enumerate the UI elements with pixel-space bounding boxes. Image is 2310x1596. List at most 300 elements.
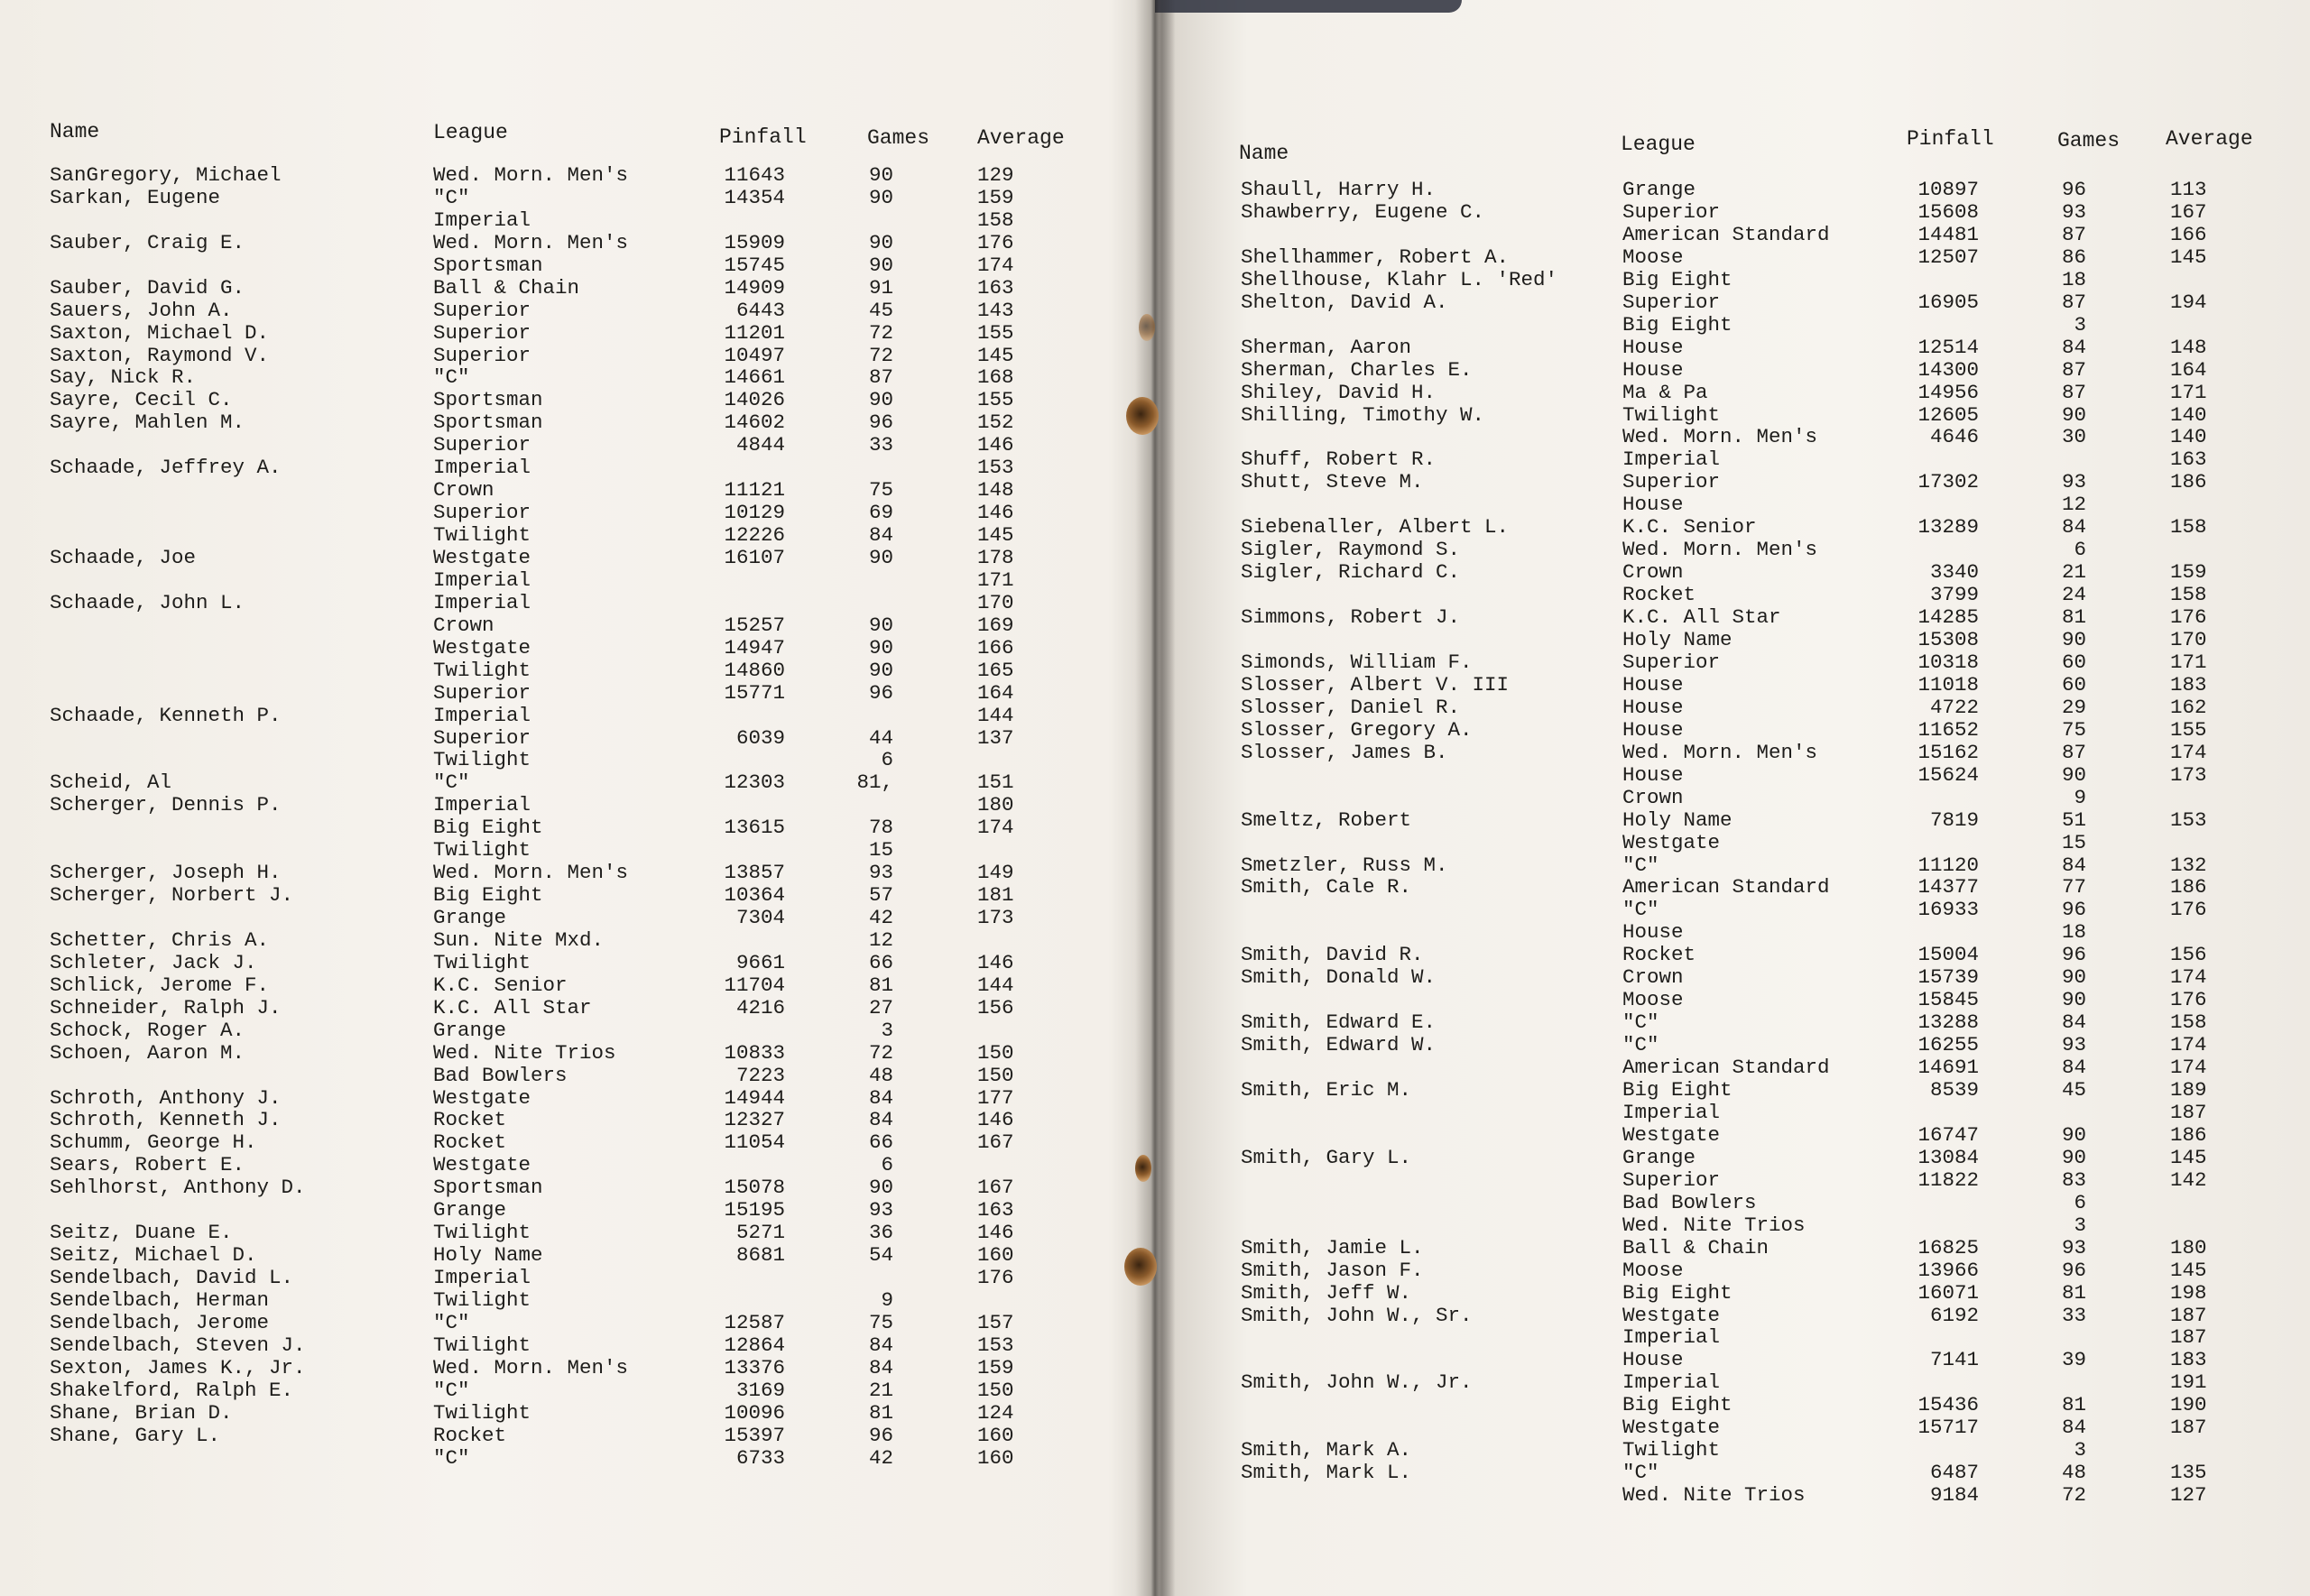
league-name: House	[1622, 335, 1684, 359]
league-name: K.C. Senior	[433, 973, 568, 997]
pinfall-value: 16905	[1917, 290, 1979, 314]
average-value: 155	[2170, 717, 2207, 742]
league-name: Twilight	[433, 950, 531, 974]
average-value: 166	[977, 635, 1014, 660]
games-value: 6	[881, 1153, 893, 1177]
games-value: 90	[868, 163, 893, 187]
bowler-name: Sherman, Aaron	[1241, 335, 1412, 359]
games-value: 90	[2061, 762, 2086, 787]
league-name: Superior	[433, 433, 531, 457]
league-name: Grange	[433, 1018, 507, 1042]
average-value: 153	[2170, 807, 2207, 832]
bowler-name: Simmons, Robert J.	[1241, 605, 1461, 630]
average-value: 158	[977, 208, 1014, 232]
pinfall-value: 13966	[1917, 1258, 1979, 1282]
league-name: Imperial	[1622, 1325, 1721, 1350]
league-name: American Standard	[1622, 222, 1830, 246]
bowler-name: Sayre, Cecil C.	[50, 388, 233, 412]
games-value: 84	[2061, 1056, 2086, 1080]
games-value: 90	[2061, 402, 2086, 427]
league-name: Moose	[1622, 244, 1684, 269]
league-name: K.C. Senior	[1622, 515, 1757, 540]
average-value: 181	[977, 883, 1014, 908]
games-value: 15	[868, 838, 893, 863]
league-name: Sportsman	[433, 388, 543, 412]
average-value: 150	[977, 1378, 1014, 1402]
games-value: 15	[2061, 830, 2086, 854]
bowler-name: Smith, John W., Sr.	[1241, 1303, 1473, 1327]
pinfall-value: 16747	[1917, 1122, 1979, 1147]
average-value: 151	[977, 770, 1014, 795]
bowler-name: Slosser, Albert V. III	[1241, 672, 1510, 697]
league-name: Imperial	[433, 793, 531, 817]
games-value: 72	[2061, 1483, 2086, 1508]
league-name: House	[1622, 695, 1684, 719]
league-name: "C"	[1622, 1010, 1659, 1035]
bowler-name: Smith, Jeff W.	[1241, 1280, 1412, 1305]
bowler-name: Schlick, Jerome F.	[50, 973, 270, 997]
games-value: 75	[868, 1310, 893, 1334]
bowler-name: Schaade, Joe	[50, 545, 197, 569]
average-value: 198	[2170, 1280, 2207, 1305]
games-value: 87	[2061, 290, 2086, 314]
average-value: 183	[2170, 672, 2207, 697]
pinfall-value: 10497	[724, 343, 785, 367]
league-name: Superior	[433, 725, 531, 750]
average-value: 194	[2170, 290, 2207, 314]
games-value: 6	[2074, 1190, 2086, 1214]
pinfall-value: 9661	[735, 950, 785, 974]
league-name: Sportsman	[433, 253, 543, 277]
average-value: 159	[977, 1355, 1014, 1379]
pinfall-value: 8681	[735, 1243, 785, 1268]
league-name: "C"	[1622, 1033, 1659, 1057]
pinfall-value: 15909	[724, 230, 785, 254]
bowler-name: Slosser, Gregory A.	[1241, 717, 1473, 742]
league-name: Twilight	[1622, 1438, 1721, 1462]
league-name: Superior	[1622, 199, 1721, 224]
average-value: 162	[2170, 695, 2207, 719]
average-value: 165	[977, 658, 1014, 682]
games-value: 90	[2061, 965, 2086, 990]
games-value: 33	[2061, 1303, 2086, 1327]
games-value: 81	[868, 973, 893, 997]
average-value: 129	[977, 163, 1014, 187]
average-value: 146	[977, 1221, 1014, 1245]
pinfall-value: 15078	[724, 1176, 785, 1200]
games-value: 84	[2061, 1010, 2086, 1035]
league-name: Westgate	[433, 545, 531, 569]
league-name: Westgate	[1622, 1416, 1721, 1440]
league-name: Superior	[1622, 650, 1721, 674]
pinfall-value: 14602	[724, 411, 785, 435]
average-value: 166	[2170, 222, 2207, 246]
league-name: Westgate	[1622, 1122, 1721, 1147]
pinfall-value: 15162	[1917, 740, 1979, 764]
average-value: 146	[977, 950, 1014, 974]
bowler-name: Schroth, Kenneth J.	[50, 1108, 282, 1132]
league-name: Twilight	[433, 838, 531, 863]
league-name: Imperial	[1622, 1100, 1721, 1124]
league-name: Ball & Chain	[1622, 1235, 1769, 1259]
average-value: 176	[2170, 988, 2207, 1012]
games-value: 84	[2061, 515, 2086, 540]
pinfall-value: 16071	[1917, 1280, 1979, 1305]
pinfall-value: 11643	[724, 163, 785, 187]
pinfall-value: 15739	[1917, 965, 1979, 990]
games-value: 78	[868, 816, 893, 840]
average-value: 150	[977, 1040, 1014, 1065]
league-name: House	[1622, 717, 1684, 742]
bowler-name: Sauers, John A.	[50, 298, 233, 322]
league-name: Twilight	[433, 1400, 531, 1425]
pinfall-value: 14300	[1917, 357, 1979, 382]
header-pinfall: Pinfall	[719, 125, 807, 149]
average-value: 159	[977, 185, 1014, 209]
average-value: 157	[977, 1310, 1014, 1334]
average-value: 143	[977, 298, 1014, 322]
pinfall-value: 10318	[1917, 650, 1979, 674]
games-value: 30	[2061, 425, 2086, 449]
pinfall-value: 12507	[1917, 244, 1979, 269]
games-value: 29	[2061, 695, 2086, 719]
games-value: 33	[868, 433, 893, 457]
league-name: Imperial	[433, 208, 531, 232]
pinfall-value: 10897	[1917, 178, 1979, 201]
league-name: Big Eight	[1622, 1393, 1732, 1417]
games-value: 66	[868, 950, 893, 974]
pinfall-value: 16107	[724, 545, 785, 569]
league-name: Twilight	[433, 1288, 531, 1312]
league-name: K.C. All Star	[433, 995, 592, 1019]
league-name: Grange	[1622, 1145, 1696, 1169]
league-name: Wed. Morn. Men's	[1622, 538, 1818, 562]
games-value: 66	[868, 1130, 893, 1155]
league-name: Crown	[1622, 965, 1684, 990]
league-name: Superior	[1622, 470, 1721, 494]
pinfall-value: 10129	[724, 501, 785, 525]
pinfall-value: 15004	[1917, 943, 1979, 967]
games-value: 24	[2061, 583, 2086, 607]
average-value: 137	[977, 725, 1014, 750]
average-value: 174	[2170, 740, 2207, 764]
games-value: 18	[2061, 920, 2086, 945]
average-value: 167	[977, 1130, 1014, 1155]
league-name: "C"	[1622, 898, 1659, 922]
average-value: 178	[977, 545, 1014, 569]
pinfall-value: 6733	[735, 1445, 785, 1470]
average-value: 164	[2170, 357, 2207, 382]
bowler-name: Say, Nick R.	[50, 365, 197, 390]
games-value: 90	[868, 658, 893, 682]
bowler-name: Shellhammer, Robert A.	[1241, 244, 1510, 269]
league-name: Big Eight	[433, 883, 543, 908]
league-name: Big Eight	[433, 816, 543, 840]
pinfall-value: 14481	[1917, 222, 1979, 246]
average-value: 167	[2170, 199, 2207, 224]
average-value: 190	[2170, 1393, 2207, 1417]
bowler-name: Sauber, Craig E.	[50, 230, 245, 254]
games-value: 9	[2074, 785, 2086, 809]
games-value: 6	[881, 748, 893, 772]
games-value: 84	[868, 1355, 893, 1379]
bowler-name: Smith, Cale R.	[1241, 875, 1412, 899]
league-name: House	[1622, 493, 1684, 517]
average-value: 135	[2170, 1461, 2207, 1485]
pinfall-value: 14026	[724, 388, 785, 412]
league-name: Imperial	[433, 567, 531, 592]
average-value: 158	[2170, 515, 2207, 540]
league-name: Imperial	[433, 1266, 531, 1290]
header-games: Games	[867, 126, 930, 150]
league-name: Moose	[1622, 988, 1684, 1012]
league-name: Superior	[1622, 290, 1721, 314]
bowler-name: Slosser, Daniel R.	[1241, 695, 1461, 719]
games-value: 21	[2061, 560, 2086, 585]
average-value: 145	[2170, 1145, 2207, 1169]
league-name: Wed. Morn. Men's	[1622, 425, 1818, 449]
bowler-name: Smith, Jamie L.	[1241, 1235, 1424, 1259]
games-value: 83	[2061, 1167, 2086, 1192]
pinfall-value: 16255	[1917, 1033, 1979, 1057]
average-value: 173	[2170, 762, 2207, 787]
pinfall-value: 10364	[724, 883, 785, 908]
header-name: Name	[1239, 142, 1289, 165]
bowler-name: Schaade, Jeffrey A.	[50, 456, 282, 480]
average-value: 156	[2170, 943, 2207, 967]
pinfall-value: 12303	[724, 770, 785, 795]
league-name: Moose	[1622, 1258, 1684, 1282]
league-name: Westgate	[433, 635, 531, 660]
games-value: 57	[868, 883, 893, 908]
average-value: 146	[977, 1108, 1014, 1132]
league-name: Crown	[433, 613, 494, 637]
games-value: 90	[868, 388, 893, 412]
average-value: 171	[2170, 650, 2207, 674]
league-name: "C"	[433, 185, 470, 209]
league-name: Imperial	[1622, 1370, 1721, 1395]
average-value: 189	[2170, 1078, 2207, 1102]
pinfall-value: 12587	[724, 1310, 785, 1334]
games-value: 90	[2061, 628, 2086, 651]
league-name: "C"	[433, 770, 470, 795]
league-name: Grange	[433, 906, 507, 930]
pinfall-value: 7819	[1929, 807, 1979, 832]
bowler-name: Sendelbach, David L.	[50, 1266, 294, 1290]
bowler-name: Sarkan, Eugene	[50, 185, 221, 209]
league-name: Holy Name	[1622, 628, 1732, 651]
pinfall-value: 6192	[1929, 1303, 1979, 1327]
average-value: 160	[977, 1445, 1014, 1470]
league-name: Twilight	[1622, 402, 1721, 427]
average-value: 187	[2170, 1325, 2207, 1350]
bowler-name: Sehlhorst, Anthony D.	[50, 1176, 306, 1200]
average-value: 164	[977, 680, 1014, 705]
league-name: Westgate	[1622, 1303, 1721, 1327]
league-name: Crown	[433, 478, 494, 503]
games-value: 51	[2061, 807, 2086, 832]
games-value: 72	[868, 320, 893, 345]
bowler-name: Schneider, Ralph J.	[50, 995, 282, 1019]
games-value: 90	[868, 545, 893, 569]
games-value: 87	[868, 365, 893, 390]
games-value: 60	[2061, 672, 2086, 697]
games-value: 45	[2061, 1078, 2086, 1102]
bowler-name: Smith, Eric M.	[1241, 1078, 1412, 1102]
league-name: House	[1622, 920, 1684, 945]
pinfall-value: 4646	[1929, 425, 1979, 449]
league-name: Imperial	[433, 456, 531, 480]
header-average: Average	[977, 126, 1065, 150]
games-value: 81	[868, 1400, 893, 1425]
average-value: 163	[977, 275, 1014, 300]
pinfall-value: 15257	[724, 613, 785, 637]
pinfall-value: 3169	[735, 1378, 785, 1402]
pinfall-value: 12226	[724, 523, 785, 548]
average-value: 174	[977, 816, 1014, 840]
games-value: 96	[2061, 178, 2086, 201]
games-value: 84	[2061, 335, 2086, 359]
bowler-name: Seitz, Michael D.	[50, 1243, 257, 1268]
games-value: 81	[2061, 605, 2086, 630]
bowler-name: Sigler, Richard C.	[1241, 560, 1461, 585]
pinfall-value: 14947	[724, 635, 785, 660]
games-value: 84	[2061, 853, 2086, 877]
games-value: 93	[868, 1198, 893, 1222]
games-value: 3	[2074, 1438, 2086, 1462]
header-games: Games	[2057, 129, 2121, 152]
games-value: 90	[2061, 1145, 2086, 1169]
games-value: 72	[868, 343, 893, 367]
pinfall-value: 15771	[724, 680, 785, 705]
games-value: 84	[868, 1333, 893, 1357]
games-value: 96	[868, 411, 893, 435]
pinfall-value: 14909	[724, 275, 785, 300]
pinfall-value: 9184	[1929, 1483, 1979, 1508]
games-value: 12	[868, 927, 893, 952]
average-value: 144	[977, 703, 1014, 727]
average-value: 155	[977, 320, 1014, 345]
staple-hole	[1139, 314, 1155, 341]
background-shadow	[1155, 0, 1462, 13]
pinfall-value: 14661	[724, 365, 785, 390]
average-value: 168	[977, 365, 1014, 390]
league-name: Wed. Morn. Men's	[433, 1355, 629, 1379]
league-name: Big Eight	[1622, 1078, 1732, 1102]
league-name: Big Eight	[1622, 312, 1732, 337]
league-name: Sportsman	[433, 411, 543, 435]
bowler-name: Shuff, Robert R.	[1241, 447, 1437, 472]
average-value: 174	[977, 253, 1014, 277]
league-name: Big Eight	[1622, 267, 1732, 291]
average-value: 127	[2170, 1483, 2207, 1508]
average-value: 156	[977, 995, 1014, 1019]
average-value: 174	[2170, 1056, 2207, 1080]
bowler-name: Schleter, Jack J.	[50, 950, 257, 974]
league-name: Wed. Morn. Men's	[433, 163, 629, 187]
games-value: 90	[868, 230, 893, 254]
bowler-name: Schaade, Kenneth P.	[50, 703, 282, 727]
league-name: Wed. Nite Trios	[1622, 1213, 1806, 1237]
league-name: "C"	[433, 365, 470, 390]
games-value: 27	[868, 995, 893, 1019]
staple-hole	[1135, 1155, 1151, 1182]
bowler-name: Siebenaller, Albert L.	[1241, 515, 1510, 540]
pinfall-value: 13615	[724, 816, 785, 840]
league-name: Big Eight	[1622, 1280, 1732, 1305]
pinfall-value: 7141	[1929, 1348, 1979, 1372]
bowler-name: Smith, David R.	[1241, 943, 1424, 967]
league-name: "C"	[1622, 853, 1659, 877]
games-value: 18	[2061, 267, 2086, 291]
pinfall-value: 11121	[724, 478, 785, 503]
bowler-name: Schoen, Aaron M.	[50, 1040, 245, 1065]
league-name: House	[1622, 357, 1684, 382]
league-name: Holy Name	[433, 1243, 543, 1268]
average-value: 180	[2170, 1235, 2207, 1259]
average-value: 160	[977, 1243, 1014, 1268]
pinfall-value: 13288	[1917, 1010, 1979, 1035]
bowler-name: Sherman, Charles E.	[1241, 357, 1473, 382]
pinfall-value: 15308	[1917, 628, 1979, 651]
games-value: 54	[868, 1243, 893, 1268]
league-name: Imperial	[1622, 447, 1721, 472]
games-value: 69	[868, 501, 893, 525]
pinfall-value: 12864	[724, 1333, 785, 1357]
games-value: 90	[868, 635, 893, 660]
games-value: 3	[881, 1018, 893, 1042]
games-value: 81,	[856, 770, 893, 795]
bowler-name: Saxton, Michael D.	[50, 320, 270, 345]
league-name: American Standard	[1622, 875, 1830, 899]
league-name: Crown	[1622, 560, 1684, 585]
average-value: 158	[2170, 583, 2207, 607]
bowler-name: Smith, Jason F.	[1241, 1258, 1424, 1282]
games-value: 48	[868, 1063, 893, 1087]
league-name: Imperial	[433, 703, 531, 727]
league-name: Rocket	[1622, 583, 1696, 607]
bowler-name: Sigler, Raymond S.	[1241, 538, 1461, 562]
pinfall-value: 15436	[1917, 1393, 1979, 1417]
games-value: 86	[2061, 244, 2086, 269]
league-name: Twilight	[433, 658, 531, 682]
bowler-name: Scheid, Al	[50, 770, 172, 795]
league-name: Rocket	[433, 1423, 507, 1447]
bowler-name: Sexton, James K., Jr.	[50, 1355, 306, 1379]
average-value: 163	[977, 1198, 1014, 1222]
games-value: 60	[2061, 650, 2086, 674]
average-value: 132	[2170, 853, 2207, 877]
games-value: 75	[2061, 717, 2086, 742]
average-value: 170	[977, 590, 1014, 614]
average-value: 174	[2170, 965, 2207, 990]
average-value: 191	[2170, 1370, 2207, 1395]
league-name: Imperial	[433, 590, 531, 614]
bowler-name: Simonds, William F.	[1241, 650, 1473, 674]
league-name: House	[1622, 1348, 1684, 1372]
average-value: 153	[977, 456, 1014, 480]
pinfall-value: 11652	[1917, 717, 1979, 742]
league-name: Grange	[1622, 178, 1696, 201]
pinfall-value: 15624	[1917, 762, 1979, 787]
games-value: 87	[2061, 357, 2086, 382]
pinfall-value: 6039	[735, 725, 785, 750]
games-value: 48	[2061, 1461, 2086, 1485]
pinfall-value: 11018	[1917, 672, 1979, 697]
league-name: Wed. Nite Trios	[1622, 1483, 1806, 1508]
pinfall-value: 4216	[735, 995, 785, 1019]
bowler-name: Smith, John W., Jr.	[1241, 1370, 1473, 1395]
